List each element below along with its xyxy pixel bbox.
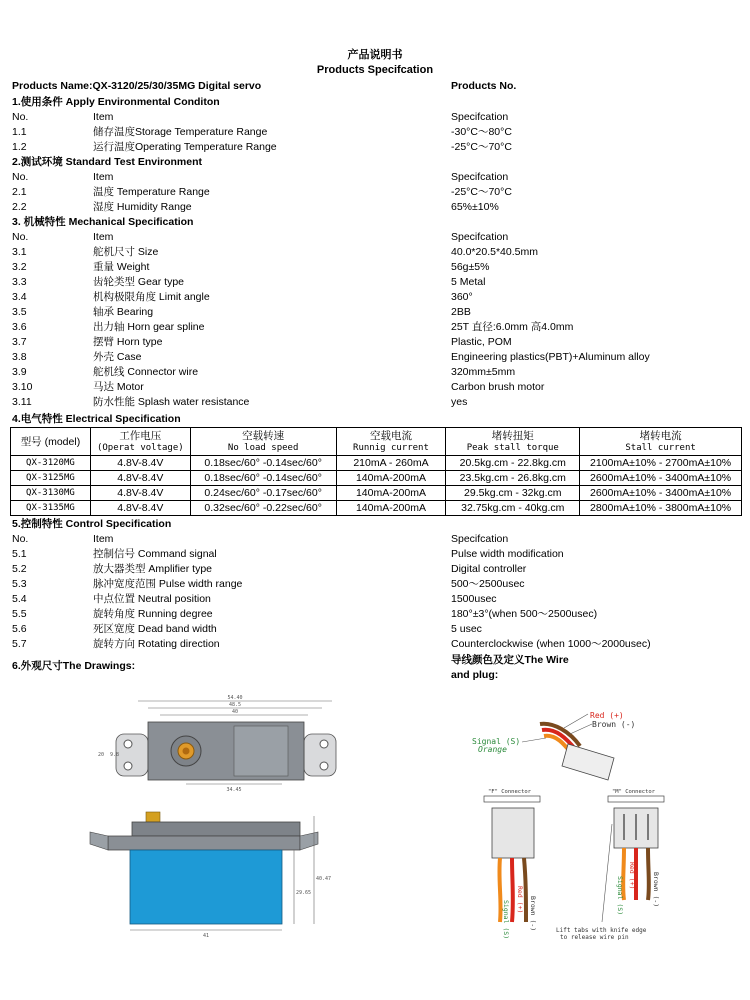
m-signal-label: Signal (S) [616,876,624,916]
table-cell: 2600mA±10% - 3400mA±10% [580,471,742,486]
table-cell: 140mA-200mA [336,501,446,516]
col-header-en: No load speed [227,442,299,453]
spec-value: 180°±3°(when 500～2500usec) [451,608,598,620]
spec-value: Counterclockwise (when 1000～2000usec) [451,638,651,650]
dim-mount: 48.5 [228,702,242,708]
dim-spline-offset: 34.45 [226,787,242,793]
spec-value: -30°C～80°C [451,126,512,138]
spec-row [12,607,742,621]
wire-orange-label: Orange [478,745,507,754]
section-heading [12,517,742,531]
dim-half: 9.8 [110,752,120,758]
table-cell: 140mA-200mA [336,471,446,486]
table-cell: 2100mA±10% - 2700mA±10% [580,456,742,471]
spec-row [12,577,742,591]
spec-row [12,532,742,546]
wire-brown-label: Brown (-) [592,720,636,729]
spec-no: No. [12,533,29,545]
spec-no: 3.3 [12,276,27,288]
spec-row [12,140,742,154]
product-header [12,79,742,93]
drawings-heading-text: 6.外观尺寸The Drawings: [12,660,136,672]
spec-no: 2.1 [12,186,27,198]
spec-row [12,365,742,379]
spec-row [12,547,742,561]
table-cell: 2600mA±10% - 3400mA±10% [580,486,742,501]
spec-value: Digital controller [451,563,527,575]
spec-value: -25°C～70°C [451,141,512,153]
spec-value: 1500usec [451,593,497,605]
spec-item: 防水性能 Splash water resistance [93,396,250,408]
doc-title-en: Products Specifcation [316,64,434,76]
doc-title-cn: 产品说明书 [347,49,403,61]
dim-body: 40 [231,709,239,715]
table-cell: 29.5kg.cm - 32kg.cm [446,486,580,501]
spec-item: 旋转方向 Rotating direction [93,638,220,650]
spec-row [12,305,742,319]
table-cell: QX-3125MG [11,471,91,486]
spec-row [12,185,742,199]
spec-row [12,350,742,364]
table-cell: 20.5kg.cm - 22.8kg.cm [446,456,580,471]
table-cell: 2800mA±10% - 3800mA±10% [580,501,742,516]
spec-item: Item [93,171,114,183]
section-heading-text: 1.使用条件 Apply Environmental Conditon [12,96,220,108]
side-view [90,812,331,939]
spec-value: Carbon brush motor [451,381,545,393]
wire-heading [451,653,731,667]
spec-value: 5 Metal [451,276,486,288]
spec-item: 舵机线 Connector wire [93,366,199,378]
spec-row [12,260,742,274]
spec-item: 湿度 Humidity Range [93,201,192,213]
electrical-table [10,427,742,516]
col-header-cn: 型号 (model) [20,435,81,448]
col-header-cn: 堵转电流 [639,429,682,442]
spec-row [12,200,742,214]
spec-no: 5.4 [12,593,27,605]
section-heading [12,95,742,109]
section-heading [12,155,742,169]
spec-no: 3.2 [12,261,27,273]
col-header-en: Runnig current [353,442,429,453]
spec-item: 脉冲宽度范围 Pulse width range [93,578,243,590]
section-heading [12,215,742,229]
spec-no: 3.4 [12,291,27,303]
wire-heading-line1: 导线颜色及定义The Wire [451,654,569,666]
spec-no: 3.11 [12,396,32,408]
table-cell: 0.24sec/60° -0.17sec/60° [190,486,336,501]
spec-row [12,562,742,576]
electrical-col-header [190,428,336,456]
spec-item: 摆臂 Horn type [93,336,163,348]
spec-row [12,125,742,139]
table-cell: 210mA - 260mA [336,456,446,471]
electrical-col-header [336,428,446,456]
dim-body-height: 29.65 [296,890,312,896]
spec-no: 1.2 [12,141,27,153]
spec-item: 马达 Motor [93,381,144,393]
spec-no: 5.2 [12,563,27,575]
spec-no: 3.8 [12,351,27,363]
spec-no: 3.5 [12,306,27,318]
spec-row [12,380,742,394]
spec-item: 机构极限角度 Limit angle [93,291,210,303]
spec-no: 5.6 [12,623,27,635]
spec-value: 5 usec [451,623,482,635]
table-cell: 23.5kg.cm - 26.8kg.cm [446,471,580,486]
spec-item: 齿轮类型 Gear type [93,276,185,288]
spec-item: 轴承 Bearing [93,306,154,318]
f-red-label: Red (+) [516,886,524,914]
spec-value: 500～2500usec [451,578,525,590]
spec-item: 死区宽度 Dead band width [93,623,217,635]
spec-no: No. [12,171,29,183]
table-row [11,501,742,516]
spec-value: 320mm±5mm [451,366,516,378]
col-header-en: Stall current [625,442,696,453]
table-cell: QX-3135MG [11,501,91,516]
spec-value: Engineering plastics(PBT)+Aluminum alloy [451,351,650,363]
wire-top [472,711,635,780]
spec-row [12,290,742,304]
table-cell: 140mA-200mA [336,486,446,501]
table-cell: QX-3120MG [11,456,91,471]
spec-row [12,275,742,289]
f-brown-label: Brown (-) [529,896,537,932]
spec-value: 2BB [451,306,471,318]
spec-value: Specifcation [451,533,509,545]
spec-no: 5.3 [12,578,27,590]
spec-no: 3.7 [12,336,27,348]
wire-heading-2 [451,668,731,682]
spec-value: Specifcation [451,111,509,123]
spec-no: 5.5 [12,608,27,620]
table-row [11,456,742,471]
electrical-heading-text: 4.电气特性 Electrical Specification [12,413,181,425]
electrical-col-header [446,428,580,456]
electrical-heading [12,412,742,426]
spec-no: 2.2 [12,201,27,213]
lift-note-2: to release wire pin [560,934,629,940]
electrical-col-header [580,428,742,456]
spec-no: No. [12,231,29,243]
lift-note-1: Lift tabs with knife edge [556,927,647,934]
col-header-cn: 空载电流 [369,429,412,442]
table-cell: 0.32sec/60° -0.22sec/60° [190,501,336,516]
spec-no: 3.10 [12,381,33,393]
servo-drawing [82,684,378,942]
section-heading-text: 2.测试环境 Standard Test Environment [12,156,202,168]
dim-side-width: 41 [202,933,210,939]
spec-item: Item [93,533,114,545]
section-heading-text: 5.控制特性 Control Specification [12,518,172,530]
spec-value: 25T 直径:6.0mm 高4.0mm [451,321,574,333]
spec-no: 1.1 [12,126,27,138]
table-row [11,486,742,501]
spec-value: 65%±10% [451,201,499,213]
table-cell: 0.18sec/60° -0.14sec/60° [190,471,336,486]
dim-overall: 54.40 [227,695,243,701]
m-connector-label: "M" Connector [612,789,656,795]
spec-row [12,622,742,636]
spec-value: -25°C～70°C [451,186,512,198]
dim-height: 40.47 [316,876,332,882]
table-row [11,471,742,486]
col-header-en: (Operat voltage) [96,442,184,453]
spec-value: Plastic, POM [451,336,512,348]
table-cell: 0.18sec/60° -0.14sec/60° [190,456,336,471]
spec-no: No. [12,111,29,123]
spec-row [12,230,742,244]
spec-item: 舵机尺寸 Size [93,246,159,258]
f-connector-label: "F" Connector [488,789,532,795]
spec-item: 放大器类型 Amplifier type [93,563,213,575]
spec-row [12,170,742,184]
spec-no: 5.7 [12,638,27,650]
section-heading-text: 3. 机械特性 Mechanical Specification [12,216,194,228]
spec-value: yes [451,396,468,408]
spec-item: 控制信号 Command signal [93,548,217,560]
spec-item: 旋转角度 Running degree [93,608,213,620]
col-header-en: Peak stall torque [466,442,559,453]
table-cell: 4.8V-8.4V [90,471,190,486]
spec-row [12,245,742,259]
spec-value: Specifcation [451,171,509,183]
f-connector [484,789,540,939]
spec-no: 5.1 [12,548,27,560]
spec-row [12,395,742,409]
spec-no: 3.1 [12,246,27,258]
table-cell: 32.75kg.cm - 40kg.cm [446,501,580,516]
wire-red-label: Red (+) [590,711,624,720]
m-brown-label: Brown (-) [652,872,660,908]
spec-value: 56g±5% [451,261,490,273]
dim-width: 20 [98,752,105,758]
electrical-col-header [11,428,91,456]
spec-item: 出力轴 Horn gear spline [93,321,205,333]
m-red-label: Red (+) [628,862,636,890]
m-connector [602,789,664,922]
top-view [98,695,336,793]
spec-item: 重量 Weight [93,261,150,273]
spec-row [12,592,742,606]
spec-row [12,320,742,334]
spec-value: Pulse width modification [451,548,564,560]
col-header-cn: 工作电压 [119,429,162,442]
spec-item: 储存温度Storage Temperature Range [93,126,268,138]
spec-item: 温度 Temperature Range [93,186,210,198]
spec-item: 中点位置 Neutral position [93,593,211,605]
table-cell: 4.8V-8.4V [90,486,190,501]
electrical-col-header [90,428,190,456]
spec-row [12,335,742,349]
spec-item: 外壳 Case [93,351,142,363]
table-cell: 4.8V-8.4V [90,456,190,471]
product-no: Products No. [451,80,517,92]
spec-no: 3.9 [12,366,27,378]
spec-row [12,637,742,651]
spec-no: 3.6 [12,321,27,333]
f-signal-label: Signal (S) [502,900,510,940]
electrical-table-header [11,428,742,456]
spec-value: 40.0*20.5*40.5mm [451,246,538,258]
spec-item: 运行温度Operating Temperature Range [93,141,277,153]
spec-value: Specifcation [451,231,509,243]
table-cell: QX-3130MG [11,486,91,501]
col-header-cn: 空载转速 [242,429,285,442]
spec-item: Item [93,111,114,123]
spec-value: 360° [451,291,473,303]
spec-item: Item [93,231,114,243]
col-header-cn: 堵转扭矩 [491,429,534,442]
wire-signal-label: Signal (S) [472,737,521,746]
table-cell: 4.8V-8.4V [90,501,190,516]
wire-plug-drawing [464,700,684,940]
spec-row [12,110,742,124]
product-name: Products Name:QX-3120/25/30/35MG Digital servo [12,80,262,92]
wire-heading-line2: and plug: [451,669,499,681]
